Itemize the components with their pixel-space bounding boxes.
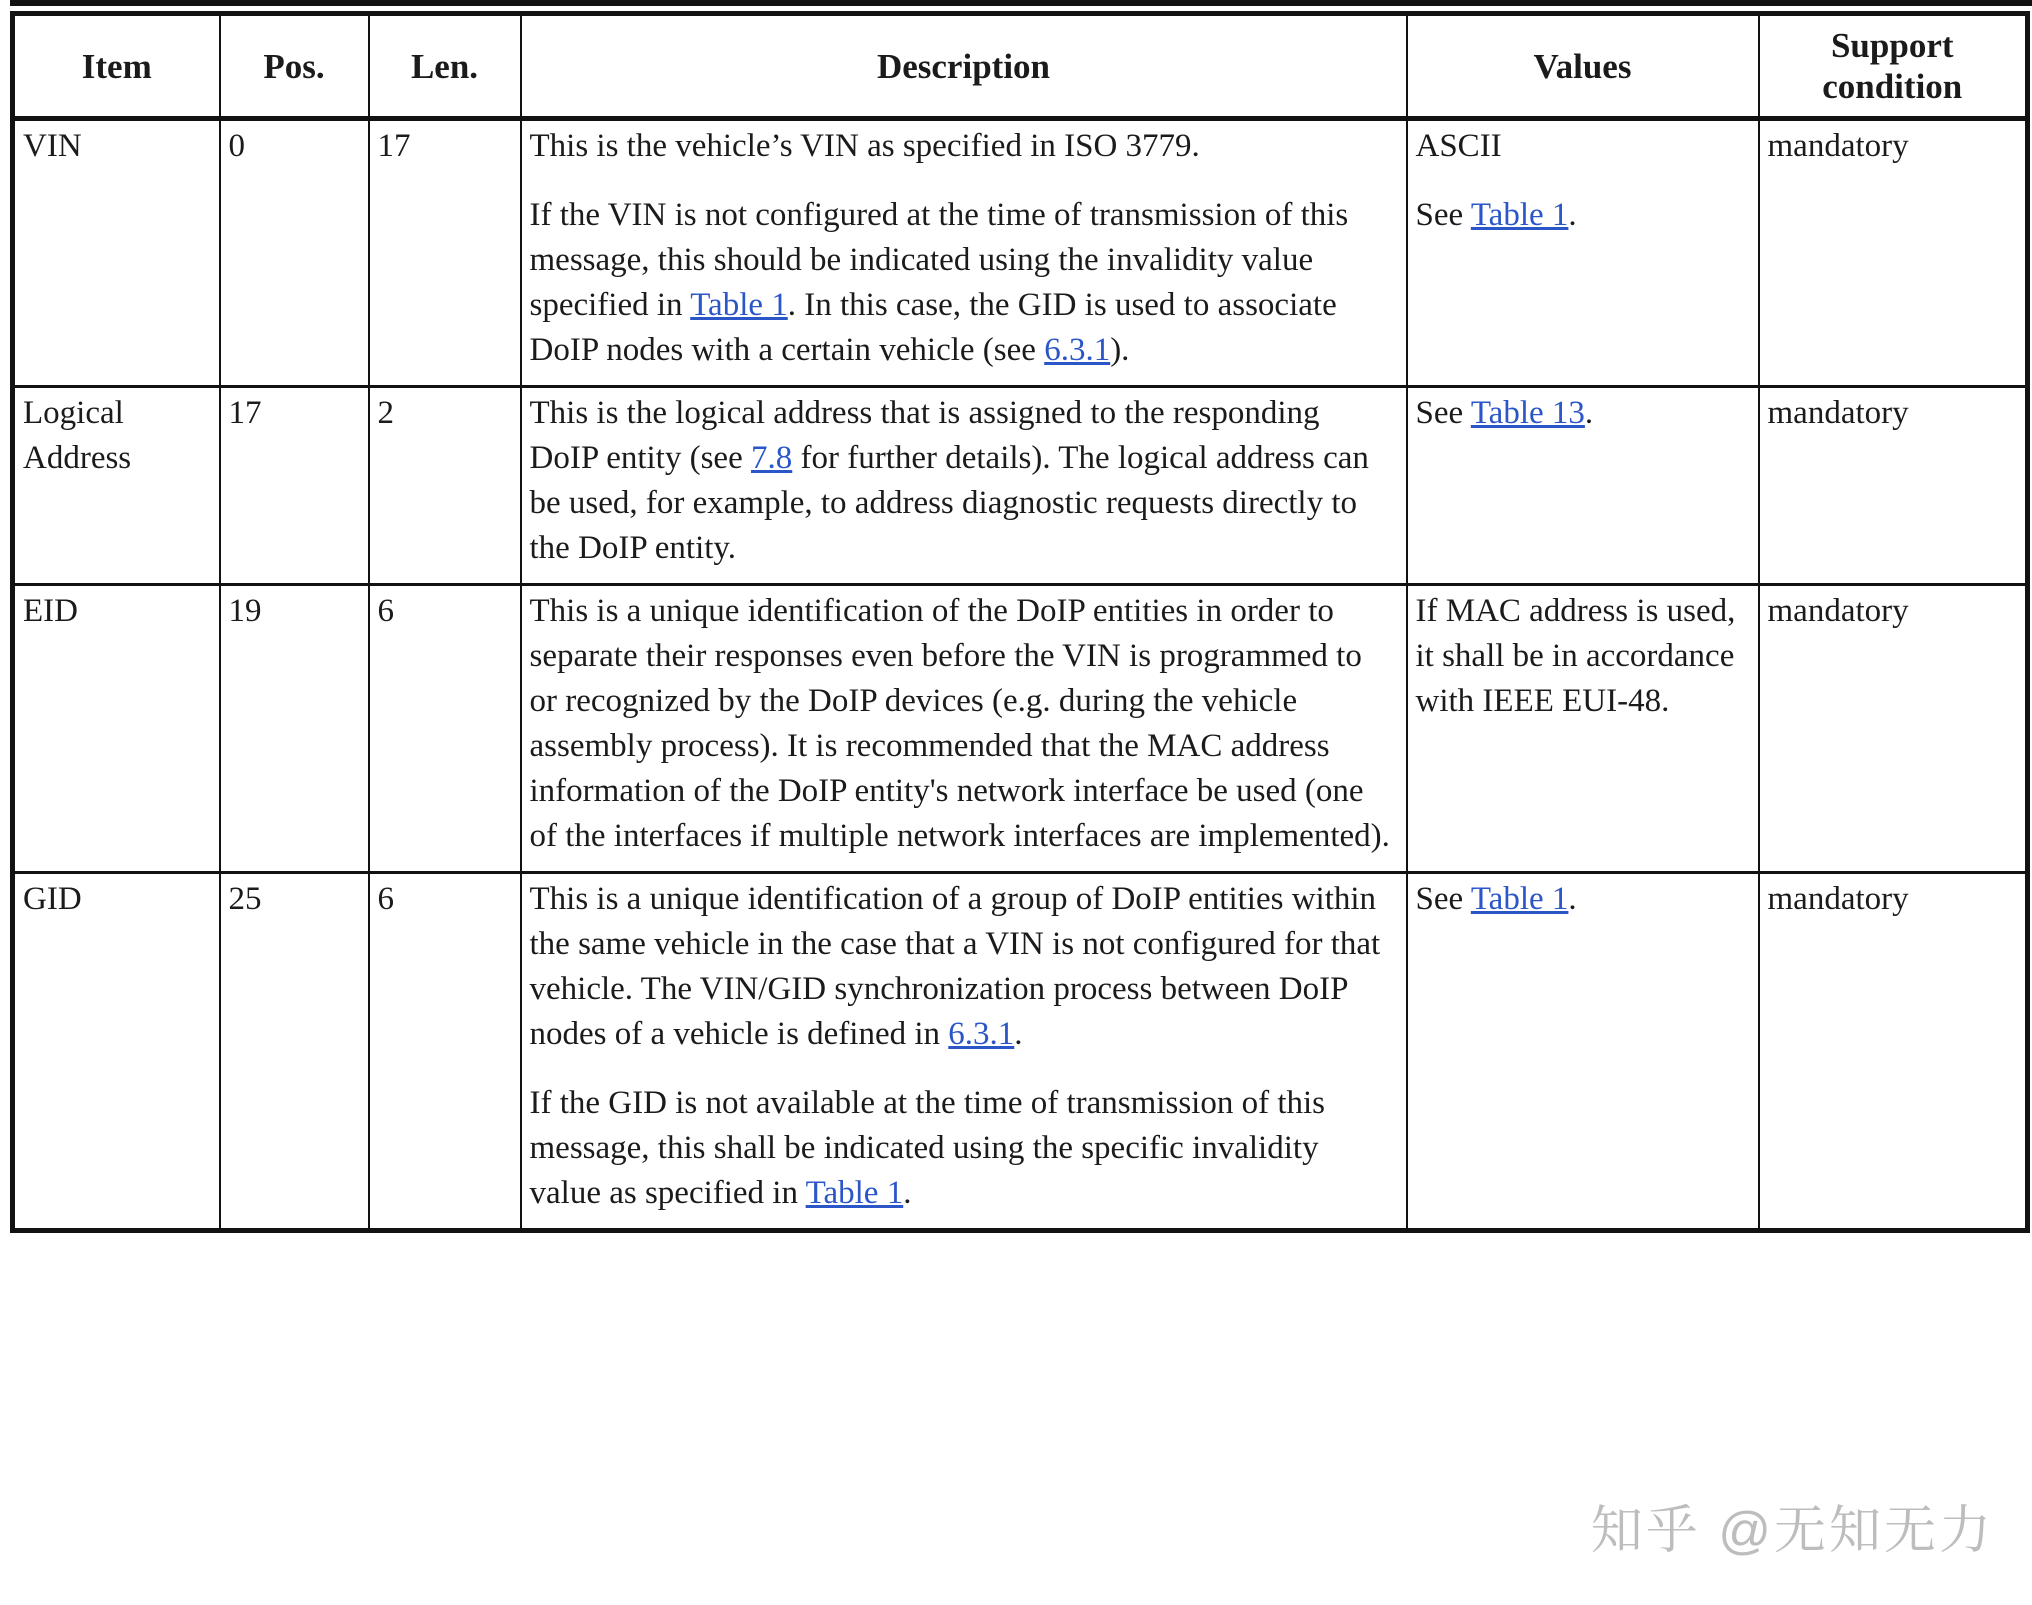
text-run: See — [1415, 395, 1471, 431]
cell-description-eid — [521, 585, 1407, 873]
paragraph — [1416, 589, 1748, 724]
text-run: ASCII — [1415, 128, 1502, 164]
text-len: 6 — [377, 881, 394, 917]
column-header-pos: Pos. — [220, 14, 369, 119]
text-item: VIN — [23, 128, 82, 164]
text-pos: 0 — [228, 128, 245, 164]
text-run: If the GID is not available at the time of transmission of this message, this shall be indicated using the specific invalidity value as specified in — [529, 1085, 1325, 1211]
paragraph — [530, 391, 1396, 571]
cell-values-eid — [1407, 585, 1759, 873]
cell-pos-logical-address — [220, 387, 369, 585]
text-run: for further details). The logical address can be used, for example, to address diagnostic requests directly to the DoIP entity. — [529, 440, 1369, 566]
text-run: . — [1568, 197, 1577, 233]
cell-item-logical-address — [13, 387, 220, 585]
text-run: This is a unique identification of the DoIP entities in order to separate their responses even before the VIN is programmed to or recognized by the DoIP devices (e.g. during the vehicle assembly process). It is recommended that the MAC address information of the DoIP entity's network interface be used (one of the interfaces if multiple network interfaces are implemented). — [529, 593, 1390, 854]
top-rule — [10, 0, 2032, 6]
text-run: If MAC address is used, it shall be in accordance with IEEE EUI-48. — [1415, 593, 1736, 719]
text-run: This is the vehicle’s VIN as specified in ISO 3779. — [529, 128, 1200, 164]
column-header-values: Values — [1407, 14, 1759, 119]
cell-values-gid — [1407, 873, 1759, 1231]
cell-description-gid — [521, 873, 1407, 1231]
cell-support-vin — [1759, 119, 2028, 387]
cell-support-eid — [1759, 585, 2028, 873]
cell-support-gid — [1759, 873, 2028, 1231]
cell-pos-gid — [220, 873, 369, 1231]
cell-pos-eid — [220, 585, 369, 873]
text-len: 2 — [377, 395, 394, 431]
text-support: mandatory — [1767, 128, 1909, 164]
link-7-8[interactable]: 7.8 — [750, 440, 793, 476]
paragraph — [530, 124, 1396, 169]
text-item: Logical Address — [23, 395, 132, 476]
paragraph — [530, 877, 1396, 1057]
paragraph — [1416, 124, 1748, 169]
text-support: mandatory — [1767, 881, 1909, 917]
text-run: If the VIN is not configured at the time of transmission of this message, this should be indicated using the invalidity value specified in — [529, 197, 1349, 323]
link-6-3-1[interactable]: 6.3.1 — [1044, 332, 1111, 368]
paragraph — [1416, 193, 1748, 238]
column-header-item: Item — [13, 14, 220, 119]
link-table-1[interactable]: Table 1 — [1470, 881, 1569, 917]
column-header-len: Len. — [369, 14, 521, 119]
cell-len-gid — [369, 873, 521, 1231]
text-pos: 25 — [228, 881, 262, 917]
table-row-eid — [13, 585, 2028, 873]
text-run: See — [1415, 881, 1471, 917]
paragraph — [530, 1081, 1396, 1216]
text-run: This is a unique identification of a group of DoIP entities within the same vehicle in the case that a VIN is not configured for that vehicle. The VIN/GID synchronization process between DoIP nodes of a vehicle is defined in — [529, 881, 1381, 1052]
link-table-13[interactable]: Table 13 — [1470, 395, 1585, 431]
cell-item-vin — [13, 119, 220, 387]
paragraph — [1416, 391, 1748, 436]
table-row-logical-address — [13, 387, 2028, 585]
text-item: GID — [23, 881, 82, 917]
column-header-support: Support condition — [1759, 14, 2028, 119]
header-row — [13, 14, 2028, 119]
text-run: . — [1584, 395, 1594, 431]
text-run: . — [1568, 881, 1577, 917]
cell-support-logical-address — [1759, 387, 2028, 585]
watermark: 知乎 @无知无力 — [1590, 1502, 1994, 1560]
cell-values-vin — [1407, 119, 1759, 387]
paragraph — [530, 193, 1396, 373]
text-run: See — [1415, 197, 1471, 233]
link-table-1[interactable]: Table 1 — [805, 1175, 904, 1211]
text-pos: 19 — [228, 593, 262, 629]
cell-values-logical-address — [1407, 387, 1759, 585]
paragraph — [1416, 877, 1748, 922]
cell-item-eid — [13, 585, 220, 873]
column-header-description: Description — [521, 14, 1407, 119]
paragraph — [530, 589, 1396, 859]
text-pos: 17 — [228, 395, 262, 431]
text-run: ). — [1110, 332, 1130, 368]
table-row-gid — [13, 873, 2028, 1231]
cell-item-gid — [13, 873, 220, 1231]
text-support: mandatory — [1767, 593, 1909, 629]
text-run: . — [1014, 1016, 1023, 1052]
spec-table — [10, 11, 2030, 1233]
cell-len-logical-address — [369, 387, 521, 585]
table-body — [13, 119, 2028, 1231]
link-table-1[interactable]: Table 1 — [690, 287, 788, 323]
text-support: mandatory — [1767, 395, 1909, 431]
cell-len-eid — [369, 585, 521, 873]
text-len: 6 — [377, 593, 394, 629]
text-run: . In this case, the GID is used to associate DoIP nodes with a certain vehicle (see — [529, 287, 1337, 368]
cell-len-vin — [369, 119, 521, 387]
text-len: 17 — [377, 128, 411, 164]
link-6-3-1[interactable]: 6.3.1 — [948, 1016, 1015, 1052]
text-run: . — [903, 1175, 912, 1211]
cell-description-logical-address — [521, 387, 1407, 585]
cell-description-vin — [521, 119, 1407, 387]
table-row-vin — [13, 119, 2028, 387]
text-run: This is the logical address that is assigned to the responding DoIP entity (see — [529, 395, 1320, 476]
cell-pos-vin — [220, 119, 369, 387]
text-item: EID — [23, 593, 78, 629]
link-table-1[interactable]: Table 1 — [1470, 197, 1569, 233]
